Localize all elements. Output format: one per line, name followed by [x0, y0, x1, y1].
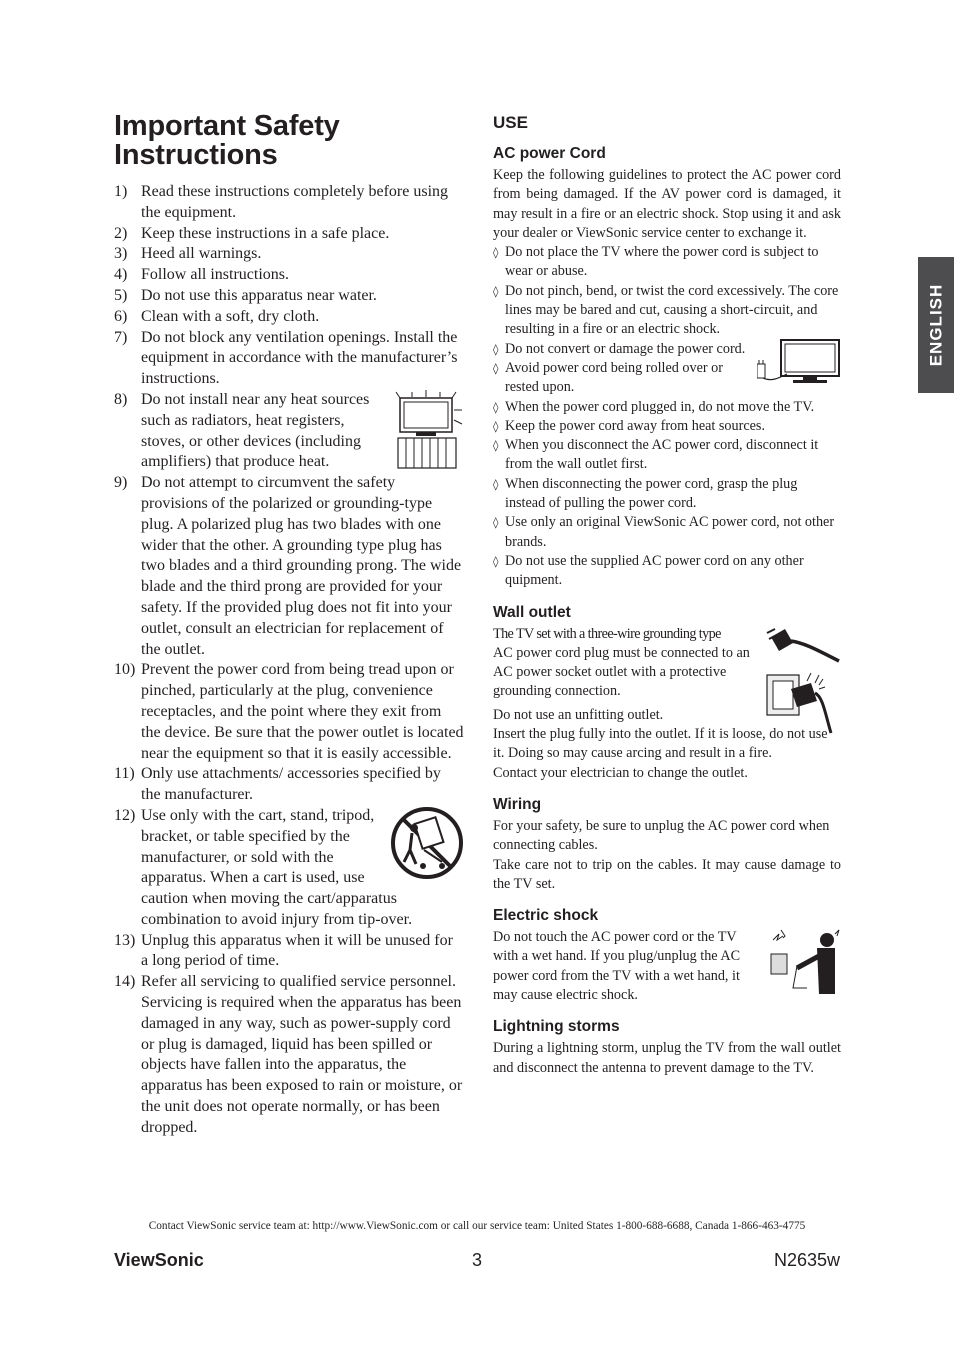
list-item	[493, 475, 841, 514]
instruction-item	[114, 764, 464, 806]
instruction-item	[114, 806, 464, 931]
item-text: Keep these instructions in a safe place.	[141, 224, 390, 242]
item-number: 9)	[114, 474, 128, 492]
item-text: Read these instructions completely before using the equipment.	[141, 183, 449, 221]
list-item	[493, 340, 841, 359]
list-item	[493, 552, 841, 591]
cart-tipover-warning-icon	[390, 806, 464, 880]
instruction-item	[114, 931, 464, 973]
ac-cord-intro: Keep the following guidelines to protect the AC power cord from being damaged. If the AV power cord is damaged, it may result in a fire or an electric shock. Stop using it and ask your dealer or ViewSonic service center to exchange it.	[493, 167, 841, 241]
instruction-item	[114, 286, 464, 307]
title-line-1: Important Safety	[114, 110, 340, 142]
electric-shock-heading: Electric shock	[493, 907, 599, 925]
item-text: Only use attachments/ accessories specified by the manufacturer.	[141, 765, 441, 804]
item-number: 6)	[114, 307, 128, 325]
wall-outlet-section	[493, 625, 841, 783]
item-text: Do not attempt to circumvent the safety provisions of the polarized or grounding-type plug. A polarized plug has two blades with one wider that the other. A grounding type plug has two blades and a third grounding prong. The wide blade and the third prong are provided for your safety. If the provided plug does not fit into your outlet, consult an electrician for replacement of the outlet.	[141, 474, 462, 658]
item-number: 3)	[114, 245, 128, 263]
electric-shock-section	[493, 928, 841, 1005]
bullet-text: Use only an original ViewSonic AC power cord, not other brands.	[505, 514, 835, 550]
title-line-2: Instructions	[114, 139, 278, 171]
item-text: Do not use this apparatus near water.	[141, 286, 377, 304]
lightning-heading: Lightning storms	[493, 1018, 620, 1036]
bullet-text: Avoid power cord being rolled over or rested upon.	[505, 359, 724, 396]
item-number: 7)	[114, 328, 128, 346]
item-number: 11)	[114, 765, 135, 783]
list-item	[493, 513, 841, 552]
bullet-text: When disconnecting the power cord, grasp the plug instead of pulling the power cord.	[505, 475, 798, 512]
diamond-bullet-icon: ◊	[493, 516, 499, 530]
safety-instructions-column	[114, 112, 464, 1139]
item-text: Do not block any ventilation openings. Install the equipment in accordance with the manufacturer’s instructions.	[141, 328, 458, 388]
lightning-p1: During a lightning storm, unplug the TV from the wall outlet and disconnect the antenna to prevent damage to the TV.	[493, 1040, 841, 1076]
language-tab	[918, 257, 954, 393]
item-number: 5)	[114, 286, 128, 304]
heater-tv-illustration	[392, 390, 464, 470]
instruction-item	[114, 390, 464, 473]
item-text: Clean with a soft, dry cloth.	[141, 307, 320, 325]
item-number: 10)	[114, 661, 136, 679]
diamond-bullet-icon: ◊	[493, 246, 499, 260]
ac-cord-heading: AC power Cord	[493, 145, 606, 162]
instruction-item	[114, 328, 464, 390]
list-item	[493, 282, 841, 340]
instruction-item	[114, 660, 464, 764]
diamond-bullet-icon: ◊	[493, 400, 499, 414]
instruction-item	[114, 224, 464, 245]
bullet-text: Do not pinch, bend, or twist the cord excessively. The core lines may be bared and cut, causing a short-circuit, and resulting in a fire or an electric shock.	[505, 282, 839, 338]
page-number: 3	[471, 1250, 482, 1270]
wall-outlet-p4: Insert the plug fully into the outlet. If it is loose, do not use it. Doing so may cause arcing and result in a fire.	[493, 726, 828, 762]
instruction-item	[114, 244, 464, 265]
item-number: 13)	[114, 931, 136, 949]
item-text: Heed all warnings.	[141, 245, 262, 263]
diamond-bullet-icon: ◊	[493, 439, 499, 453]
bullet-text: Do not use the supplied AC power cord on any other quipment.	[505, 552, 804, 589]
bullet-text: Do not convert or damage the power cord.	[505, 340, 746, 357]
model-number: N2635w	[773, 1250, 840, 1270]
item-number: 2)	[114, 224, 128, 242]
item-number: 8)	[114, 390, 128, 408]
wall-outlet-heading: Wall outlet	[493, 603, 571, 621]
language-tab-label: ENGLISH	[926, 283, 945, 367]
instruction-item	[114, 972, 464, 1138]
instruction-item	[114, 473, 464, 660]
list-item	[493, 398, 841, 417]
wiring-heading: Wiring	[493, 795, 542, 813]
diamond-bullet-icon: ◊	[493, 477, 499, 491]
item-text: Do not install near any heat sources such as radiators, heat registers, stoves, or other devices (including amplifiers) that produce heat.	[141, 390, 370, 471]
list-item	[493, 243, 841, 282]
instruction-item	[114, 265, 464, 286]
brand-name: ViewSonic	[114, 1250, 204, 1270]
instruction-item	[114, 307, 464, 328]
wall-outlet-p5: Contact your electrician to change the outlet.	[493, 764, 748, 781]
bullet-text: When you disconnect the AC power cord, disconnect it from the wall outlet first.	[505, 437, 819, 473]
diamond-bullet-icon: ◊	[493, 342, 499, 356]
bullet-text: Do not place the TV where the power cord is subject to wear or abuse.	[505, 244, 819, 280]
diamond-bullet-icon: ◊	[493, 419, 499, 433]
instruction-item	[114, 182, 464, 224]
item-text: Unplug this apparatus when it will be unused for a long period of time.	[141, 931, 453, 970]
diamond-bullet-icon: ◊	[493, 361, 499, 375]
list-item	[493, 359, 841, 398]
item-number: 4)	[114, 266, 128, 284]
wiring-p1: For your safety, be sure to unplug the AC power cord when connecting cables.	[493, 817, 830, 854]
item-text: Follow all instructions.	[141, 266, 289, 284]
item-text: Prevent the power cord from being tread upon or pinched, particularly at the plug, convenience receptacles, and the point where they exit from the device. Be sure that the power outlet is located near the equipment so that it is easily accessible.	[141, 661, 464, 762]
item-number: 12)	[114, 806, 136, 824]
bullet-text: Keep the power cord away from heat sources.	[505, 417, 765, 434]
electric-shock-p1: Do not touch the AC power cord or the TV with a wet hand. If you plug/unplug the AC power cord from the TV with a wet hand, it may cause electric shock.	[493, 929, 741, 1003]
wall-outlet-p3: Do not use an unfitting outlet.	[493, 706, 664, 723]
use-column	[493, 112, 841, 1078]
instructions-list	[114, 182, 464, 1139]
electric-shock-illustration	[769, 928, 841, 998]
page-title	[114, 112, 464, 170]
item-number: 14)	[114, 973, 136, 991]
list-item	[493, 417, 841, 436]
diamond-bullet-icon: ◊	[493, 284, 499, 298]
item-number: 1)	[114, 183, 128, 200]
wall-outlet-p1: The TV set with a three-wire grounding type	[493, 625, 721, 642]
wall-outlet-p2: AC power cord plug must be connected to an AC power socket outlet with a protective grounding connection.	[493, 644, 750, 700]
wiring-p2: Take care not to trip on the cables. It may cause damage to the TV set.	[493, 856, 841, 892]
list-item	[493, 436, 841, 475]
ac-cord-bullets	[493, 243, 841, 590]
item-text: Refer all servicing to qualified service personnel. Servicing is required when the apparatus has been damaged in any way, such as power-supply cord or plug is damaged, liquid has been spilled or objects have fallen into the apparatus, the apparatus has been exposed to rain or moisture, or the unit does not operate normally, or has been dropped.	[141, 973, 463, 1136]
diamond-bullet-icon: ◊	[493, 554, 499, 568]
bullet-text: When the power cord plugged in, do not move the TV.	[505, 398, 815, 415]
use-heading: USE	[493, 113, 528, 132]
contact-line: Contact ViewSonic service team at: http://www.ViewSonic.com or call our service team: United States 1-800-688-6688, Canada 1-866-463-4775	[148, 1220, 806, 1232]
grounding-plug-illustration	[761, 623, 841, 741]
item-text: Use only with the cart, stand, tripod, bracket, or table specified by the manufacturer, or sold with the apparatus. When a cart is used, use caution when moving the cart/apparatus combination to avoid injury from tip-over.	[141, 806, 413, 928]
